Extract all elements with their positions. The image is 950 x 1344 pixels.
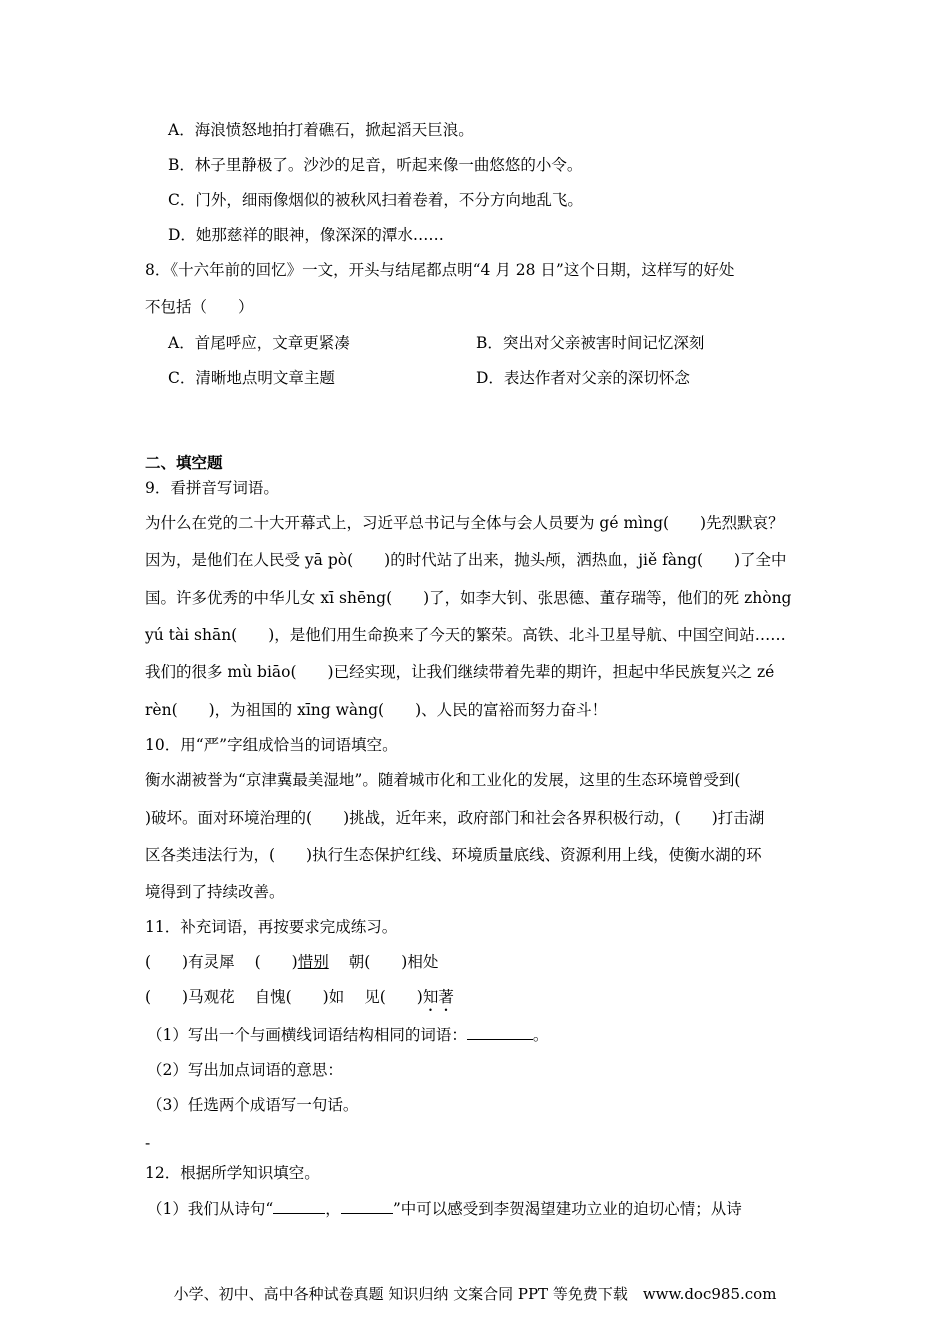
idiom-1: ( )有灵犀 [145, 953, 235, 971]
q10-line: 衡水湖被誉为“京津冀最美湿地”。随着城市化和工业化的发展，这里的生态环境曾受到( [145, 771, 741, 789]
idiom-4: ( )马观花 [145, 988, 235, 1006]
q8-option-d: D．表达作者对父亲的深切怀念 [476, 369, 690, 387]
idiom-3: 朝( )相处 [348, 953, 439, 971]
q11-sub2: （2）写出加点词语的意思： [147, 1061, 343, 1079]
q9-title: 9．看拼音写词语。 [145, 479, 279, 497]
answer-blank [467, 1025, 533, 1040]
q9-line: 为什么在党的二十大开幕式上，习近平总书记与全体与会人员要为 gé mìng( )先烈默哀？ [145, 514, 784, 532]
q11-sub3: （3）任选两个成语写一句话。 [147, 1096, 359, 1114]
idiom-2: ( )惜别 [254, 953, 329, 971]
q9-line: 因为，是他们在人民受 yā pò( )的时代站了出来，抛头颅，洒热血，jiě fàng( )了全中 [145, 551, 787, 569]
q11-title: 11．补充词语，再按要求完成练习。 [145, 918, 398, 936]
q7-option-c: C．门外，细雨像烟似的被秋风扫着卷着，不分方向地乱飞。 [168, 191, 583, 209]
underlined-word: 惜别 [297, 953, 329, 971]
answer-blank [273, 1199, 325, 1214]
q10-title: 10．用“严”字组成恰当的词语填空。 [145, 736, 398, 754]
q12-title: 12．根据所学知识填空。 [145, 1164, 320, 1182]
q10-line: 境得到了持续改善。 [145, 883, 285, 901]
q8-option-c: C．清晰地点明文章主题 [168, 369, 335, 387]
q7-option-a: A．海浪愤怒地拍打着礁石，掀起滔天巨浪。 [168, 121, 474, 139]
dash-mark: - [145, 1134, 151, 1152]
q10-line: 区各类违法行为，( )执行生态保护红线、环境质量底线、资源利用上线，使衡水湖的环 [145, 846, 762, 864]
answer-blank [341, 1199, 393, 1214]
idiom-6: 见( )知著 [364, 988, 454, 1006]
section-title: 二、填空题 [145, 453, 223, 472]
footer: 小学、初中、高中各种试卷真题 知识归纳 文案合同 PPT 等免费下载 www.doc985.com [173, 1285, 777, 1303]
q11-sub1: （1）写出一个与画横线词语结构相同的词语： 。 [147, 1026, 549, 1044]
q8-stem-line2: 不包括（ ） [145, 298, 254, 316]
q9-line: 国。许多优秀的中华儿女 xī shēng( )了，如李大钊、张思德、董存瑞等，他们的死 zhòng [145, 589, 792, 607]
idiom-5: 自愧( )如 [254, 988, 345, 1006]
q7-option-d: D．她那慈祥的眼神，像深深的潭水…… [168, 226, 444, 244]
dotted-word: 知著 [422, 988, 454, 1006]
q9-line: rèn( )，为祖国的 xīng wàng( )、人民的富裕而努力奋斗！ [145, 701, 608, 719]
q8-option-b: B．突出对父亲被害时间记忆深刻 [476, 334, 705, 352]
q8-stem-line1: 8．《十六年前的回忆》一文，开头与结尾都点明“4 月 28 日”这个日期，这样写的好处 [145, 261, 735, 279]
q10-line: )破坏。面对环境治理的( )挑战，近年来，政府部门和社会各界积极行动，( )打击湖 [145, 809, 765, 827]
q12-sub1: （1）我们从诗句“ ， ”中可以感受到李贺渴望建功立业的迫切心情；从诗 [147, 1200, 742, 1218]
q9-line: yú tài shān( )，是他们用生命换来了今天的繁荣。高铁、北斗卫星导航、中国空间站…… [145, 626, 786, 644]
q9-line: 我们的很多 mù biāo( )已经实现，让我们继续带着先辈的期许，担起中华民族复兴之 zé [145, 663, 775, 681]
q7-option-b: B．林子里静极了。沙沙的足音，听起来像一曲悠悠的小令。 [168, 156, 583, 174]
q8-option-a: A．首尾呼应，文章更紧凑 [168, 334, 350, 352]
q11-row2 [145, 987, 454, 1015]
q11-row1 [145, 952, 438, 972]
